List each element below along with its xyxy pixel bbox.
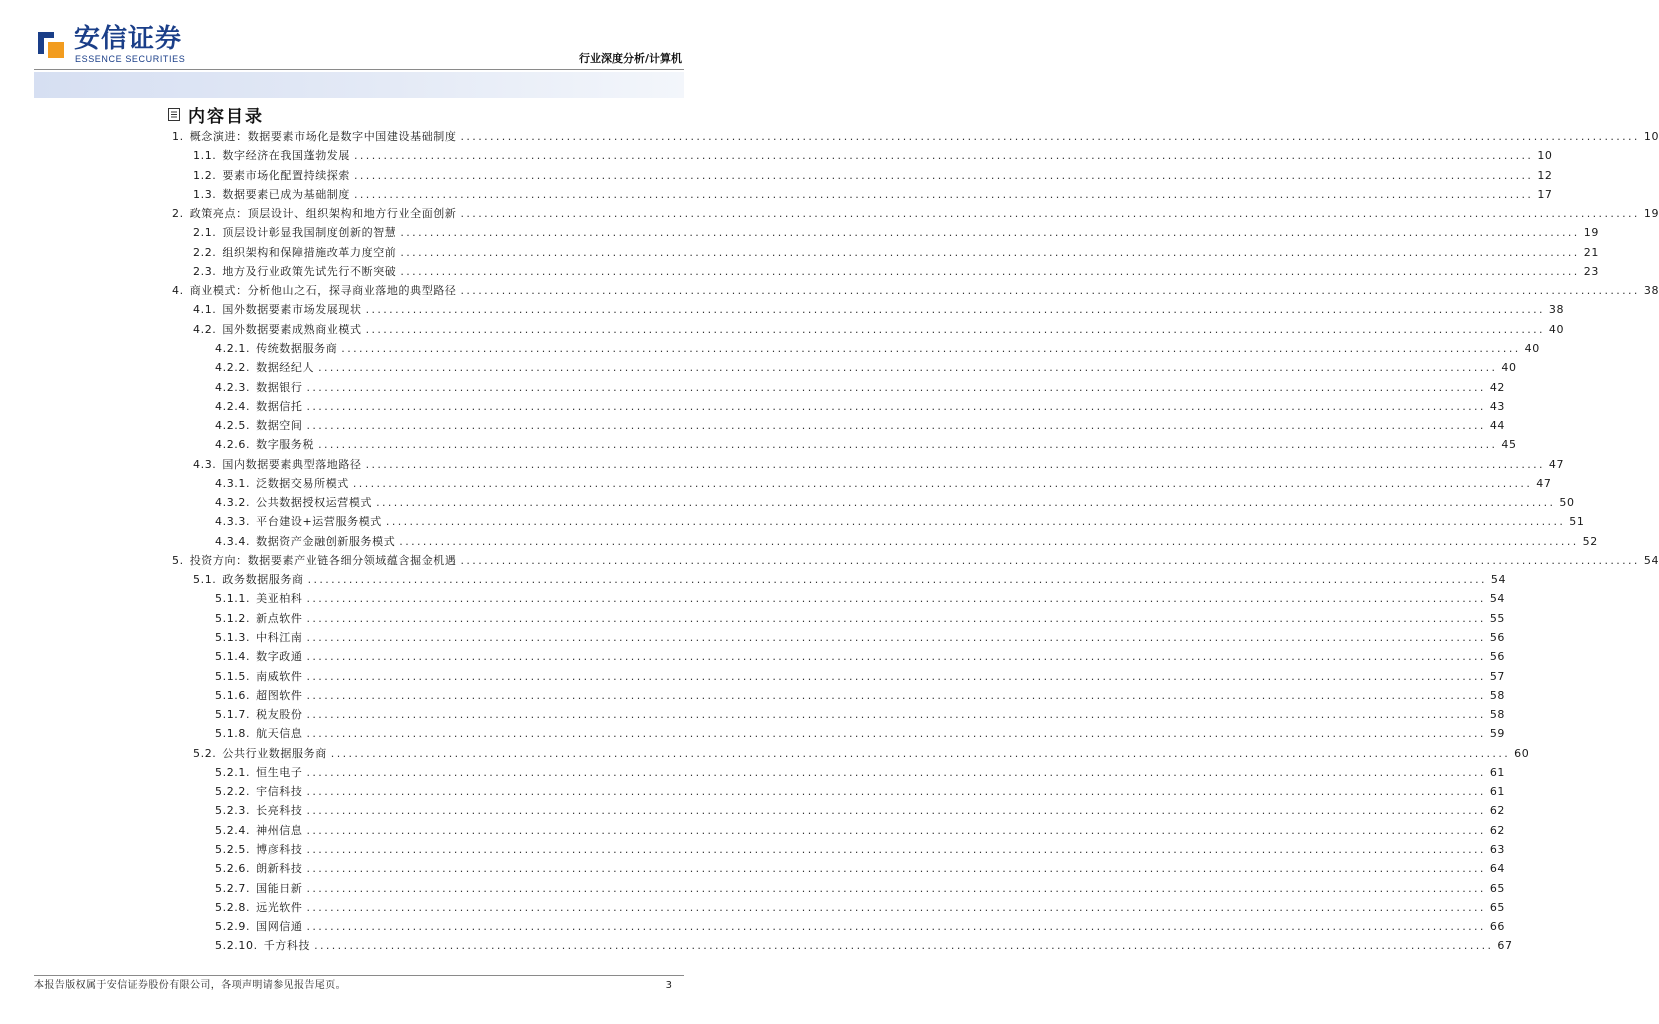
toc-entry-page: 65 <box>1489 900 1506 914</box>
toc-entry-title: 博彦科技 <box>256 842 303 856</box>
toc-entry-title: 长亮科技 <box>256 804 303 818</box>
toc-entry-number: 5.1.8. <box>215 727 251 741</box>
toc-entry-number: 4.2.6. <box>215 438 251 452</box>
toc-entry[interactable] <box>215 590 1506 608</box>
toc-entry-number: 4.3.4. <box>215 534 251 548</box>
toc-entry-page: 51 <box>1569 515 1585 529</box>
toc-entry-title: 新点软件 <box>256 611 303 625</box>
toc-entry[interactable] <box>215 918 1506 936</box>
toc-dot-leader: ........................................................................................................................................................................................................ <box>306 399 1486 413</box>
toc-dot-leader: ........................................................................................................................................................................................................ <box>460 207 1640 221</box>
toc-entry-title: 南威软件 <box>256 669 303 683</box>
toc-entry[interactable] <box>215 937 1513 955</box>
toc-entry-page: 40 <box>1524 341 1540 355</box>
toc-entry[interactable] <box>215 706 1506 724</box>
toc-entry-number: 5.1.1. <box>215 592 251 606</box>
toc-entry[interactable] <box>215 725 1506 743</box>
toc-title: 内容目录 <box>188 106 264 127</box>
toc-entry-number: 1.1. <box>193 149 217 163</box>
toc-entry-page: 38 <box>1548 303 1565 317</box>
toc-entry-number: 5.2.6. <box>215 862 251 876</box>
document-list-icon <box>168 108 180 121</box>
toc-dot-leader: ........................................................................................................................................................................................................ <box>341 341 1521 355</box>
toc-entry-page: 17 <box>1537 187 1553 201</box>
brand-name-en: ESSENCE SECURITIES <box>75 54 186 64</box>
toc-dot-leader: ........................................................................................................................................................................................................ <box>365 322 1545 336</box>
toc-entry[interactable] <box>215 822 1506 840</box>
toc-entry-page: 38 <box>1643 284 1659 298</box>
toc-entry-title: 公共数据授权运营模式 <box>256 496 373 510</box>
footer-disclaimer: 本报告版权属于安信证券股份有限公司，各项声明请参见报告尾页。 <box>34 980 346 991</box>
toc-entry-title: 税友股份 <box>256 708 303 722</box>
toc-entry-number: 5.2.7. <box>215 881 251 895</box>
toc-entry[interactable] <box>215 648 1506 666</box>
toc-entry-title: 国内数据要素典型落地路径 <box>222 457 362 471</box>
toc-entry-title: 投资方向：数据要素产业链各细分领域蕴含掘金机遇 <box>189 553 457 567</box>
toc-entry-number: 4.1. <box>193 303 217 317</box>
toc-entry[interactable] <box>215 436 1517 454</box>
toc-entry[interactable] <box>193 571 1507 589</box>
toc-dot-leader: ........................................................................................................................................................................................................ <box>460 284 1640 298</box>
toc-entry-number: 4.3.2. <box>215 496 251 510</box>
toc-entry-title: 商业模式：分析他山之石，探寻商业落地的典型路径 <box>189 284 457 298</box>
toc-entry[interactable] <box>215 841 1506 859</box>
toc-heading <box>168 103 264 125</box>
toc-entry-title: 要素市场化配置持续探索 <box>222 168 350 182</box>
toc-entry-title: 远光软件 <box>256 900 303 914</box>
toc-entry-title: 平台建设+运营服务模式 <box>256 515 382 529</box>
toc-entry[interactable] <box>215 533 1598 551</box>
toc-entry-title: 组织架构和保障措施改革力度空前 <box>222 245 397 259</box>
toc-entry-page: 58 <box>1489 688 1506 702</box>
toc-dot-leader: ........................................................................................................................................................................................................ <box>306 920 1486 934</box>
toc-dot-leader: ........................................................................................................................................................................................................ <box>306 727 1486 741</box>
toc-entry[interactable] <box>172 552 1659 570</box>
toc-entry-number: 1.2. <box>193 168 217 182</box>
toc-entry-page: 10 <box>1537 149 1553 163</box>
toc-dot-leader: ........................................................................................................................................................................................................ <box>306 804 1486 818</box>
toc-entry-number: 4.2.5. <box>215 419 251 433</box>
toc-entry-number: 5.2.3. <box>215 804 251 818</box>
brand-name-cn: 安信证券 <box>74 24 183 54</box>
toc-entry-number: 4.3.3. <box>215 515 251 529</box>
toc-entry-page: 52 <box>1582 534 1598 548</box>
toc-entry-page: 64 <box>1489 862 1506 876</box>
header-divider <box>34 69 684 70</box>
toc-entry[interactable] <box>215 417 1506 435</box>
toc-entry-title: 政策亮点：顶层设计、组织架构和地方行业全面创新 <box>189 207 457 221</box>
toc-entry-number: 1.3. <box>193 187 217 201</box>
toc-dot-leader: ........................................................................................................................................................................................................ <box>330 746 1511 760</box>
essence-logo-icon <box>34 26 68 60</box>
toc-dot-leader: ........................................................................................................................................................................................................ <box>314 939 1494 953</box>
toc-entry-page: 54 <box>1490 573 1507 587</box>
toc-entry-number: 4.3. <box>193 457 217 471</box>
toc-entry-number: 5.2.1. <box>215 765 251 779</box>
toc-dot-leader: ........................................................................................................................................................................................................ <box>306 688 1486 702</box>
toc-entry[interactable] <box>193 147 1553 165</box>
toc-entry-title: 政务数据服务商 <box>222 573 304 587</box>
toc-entry-number: 4. <box>172 284 184 298</box>
toc-entry-title: 数据要素已成为基础制度 <box>222 187 350 201</box>
toc-entry-page: 55 <box>1489 611 1506 625</box>
toc-entry-page: 61 <box>1489 785 1506 799</box>
page-number: 3 <box>665 980 672 991</box>
toc-entry-page: 62 <box>1489 804 1506 818</box>
toc-entry-title: 传统数据服务商 <box>256 341 338 355</box>
toc-dot-leader: ........................................................................................................................................................................................................ <box>306 785 1486 799</box>
toc-dot-leader: ........................................................................................................................................................................................................ <box>306 650 1486 664</box>
toc-entry-title: 国能日新 <box>256 881 303 895</box>
toc-entry-title: 国外数据要素市场发展现状 <box>222 303 362 317</box>
toc-dot-leader: ........................................................................................................................................................................................................ <box>306 765 1486 779</box>
toc-entry-page: 67 <box>1497 939 1513 953</box>
toc-entry[interactable] <box>215 802 1506 820</box>
toc-entry-number: 5.2.8. <box>215 900 251 914</box>
toc-entry-number: 2. <box>172 207 184 221</box>
toc-entry[interactable] <box>215 340 1540 358</box>
toc-entry-number: 5.1.2. <box>215 611 251 625</box>
toc-entry[interactable] <box>215 359 1517 377</box>
toc-entry-number: 5.1.6. <box>215 688 251 702</box>
toc-entry[interactable] <box>193 167 1553 185</box>
toc-entry[interactable] <box>215 860 1506 878</box>
toc-entry-page: 42 <box>1489 380 1506 394</box>
toc-entry-page: 65 <box>1489 881 1506 895</box>
toc-dot-leader: ........................................................................................................................................................................................................ <box>306 592 1486 606</box>
toc-entry-title: 数据银行 <box>256 380 303 394</box>
toc-dot-leader: ........................................................................................................................................................................................................ <box>385 515 1566 529</box>
toc-entry[interactable] <box>193 244 1599 262</box>
toc-entry-number: 5.2.10. <box>215 939 258 953</box>
toc-entry-page: 50 <box>1559 496 1575 510</box>
toc-entry-number: 4.2.2. <box>215 361 251 375</box>
toc-entry[interactable] <box>215 899 1506 917</box>
toc-dot-leader: ........................................................................................................................................................................................................ <box>460 553 1640 567</box>
toc-entry-page: 44 <box>1489 419 1506 433</box>
toc-dot-leader: ........................................................................................................................................................................................................ <box>306 823 1486 837</box>
toc-entry-number: 4.2.3. <box>215 380 251 394</box>
toc-entry-number: 1. <box>172 130 184 143</box>
toc-entry-page: 57 <box>1489 669 1506 683</box>
toc-entry[interactable] <box>172 128 1659 146</box>
toc-entry-page: 66 <box>1489 920 1506 934</box>
toc-dot-leader: ........................................................................................................................................................................................................ <box>354 149 1534 163</box>
toc-entry-page: 40 <box>1548 322 1565 336</box>
toc-dot-leader: ........................................................................................................................................................................................................ <box>352 476 1533 490</box>
toc-entry-number: 4.2. <box>193 322 217 336</box>
toc-entry-number: 2.2. <box>193 245 217 259</box>
toc-entry[interactable] <box>215 379 1506 397</box>
toc-entry-title: 数字服务税 <box>256 438 315 452</box>
toc-entry-title: 公共行业数据服务商 <box>222 746 327 760</box>
toc-entry-page: 56 <box>1489 650 1506 664</box>
toc-entry-number: 4.3.1. <box>215 476 251 490</box>
toc-entry-page: 62 <box>1489 823 1506 837</box>
toc-entry[interactable] <box>215 668 1506 686</box>
toc-entry-page: 19 <box>1583 226 1599 240</box>
toc-dot-leader: ........................................................................................................................................................................................................ <box>306 611 1486 625</box>
toc-entry[interactable] <box>215 398 1506 416</box>
toc-dot-leader: ........................................................................................................................................................................................................ <box>306 900 1486 914</box>
toc-entry[interactable] <box>215 494 1575 512</box>
toc-entry-page: 63 <box>1489 842 1506 856</box>
toc-entry-page: 47 <box>1548 457 1565 471</box>
toc-entry-page: 43 <box>1489 399 1506 413</box>
toc-entry-title: 顶层设计彰显我国制度创新的智慧 <box>222 226 397 240</box>
toc-entry-title: 千方科技 <box>263 939 311 953</box>
toc-entry-title: 国网信通 <box>256 920 303 934</box>
toc-entry[interactable] <box>193 263 1599 281</box>
report-header <box>0 0 724 100</box>
toc-entry-number: 5.1.7. <box>215 708 251 722</box>
toc-dot-leader: ........................................................................................................................................................................................................ <box>306 631 1486 645</box>
toc-entry-title: 概念演进：数据要素市场化是数字中国建设基础制度 <box>189 130 457 143</box>
toc-entry-title: 宇信科技 <box>256 785 303 799</box>
toc-entry-title: 美亚柏科 <box>256 592 303 606</box>
toc-dot-leader: ........................................................................................................................................................................................................ <box>399 534 1579 548</box>
toc-dot-leader: ........................................................................................................................................................................................................ <box>306 881 1486 895</box>
toc-entry-title: 数字经济在我国蓬勃发展 <box>222 149 350 163</box>
toc-entry-number: 5. <box>172 553 184 567</box>
toc-dot-leader: ........................................................................................................................................................................................................ <box>400 264 1580 278</box>
toc-entry[interactable] <box>193 186 1553 204</box>
toc-entry-page: 12 <box>1537 168 1553 182</box>
toc-entry-title: 数据信托 <box>256 399 303 413</box>
toc-entry[interactable] <box>172 205 1659 223</box>
toc-dot-leader: ........................................................................................................................................................................................................ <box>318 438 1498 452</box>
toc-dot-leader: ........................................................................................................................................................................................................ <box>365 303 1545 317</box>
toc-entry[interactable] <box>193 224 1599 242</box>
toc-entry-number: 5.2. <box>193 746 217 760</box>
toc-entry-page: 54 <box>1643 553 1659 567</box>
toc-dot-leader: ........................................................................................................................................................................................................ <box>306 862 1486 876</box>
toc-entry-number: 4.2.4. <box>215 399 251 413</box>
toc-entry-title: 中科江南 <box>256 631 303 645</box>
toc-entry-number: 5.2.2. <box>215 785 251 799</box>
toc-entry-page: 19 <box>1643 207 1659 221</box>
toc-entry-number: 2.1. <box>193 226 217 240</box>
toc-entry[interactable] <box>193 745 1530 763</box>
header-band <box>34 72 684 98</box>
toc-entry-number: 4.2.1. <box>215 341 251 355</box>
toc-entry-number: 5.1. <box>193 573 217 587</box>
toc-entry-title: 数字政通 <box>256 650 303 664</box>
toc-entry-number: 5.1.5. <box>215 669 251 683</box>
toc-entry[interactable] <box>215 475 1552 493</box>
toc-entry-title: 国外数据要素成熟商业模式 <box>222 322 362 336</box>
toc-entry[interactable] <box>215 764 1506 782</box>
toc-entry-number: 5.1.4. <box>215 650 251 664</box>
toc-entry-number: 5.2.9. <box>215 920 251 934</box>
toc-entry-title: 航天信息 <box>256 727 303 741</box>
toc-dot-leader: ........................................................................................................................................................................................................ <box>460 130 1640 143</box>
toc-entry-page: 47 <box>1536 476 1552 490</box>
toc-dot-leader: ........................................................................................................................................................................................................ <box>318 361 1498 375</box>
toc-entry-title: 超图软件 <box>256 688 303 702</box>
toc-entry-title: 朗新科技 <box>256 862 303 876</box>
footer-divider <box>34 975 684 976</box>
toc-entry[interactable] <box>193 301 1565 319</box>
toc-entry[interactable] <box>193 321 1565 339</box>
toc-entry-page: 58 <box>1489 708 1506 722</box>
toc-entry-title: 数据空间 <box>256 419 303 433</box>
toc-dot-leader: ........................................................................................................................................................................................................ <box>400 226 1580 240</box>
toc-dot-leader: ........................................................................................................................................................................................................ <box>400 245 1580 259</box>
toc-entry-title: 神州信息 <box>256 823 303 837</box>
toc-dot-leader: ........................................................................................................................................................................................................ <box>306 380 1486 394</box>
report-type-label: 行业深度分析/计算机 <box>578 52 682 65</box>
toc-entry-page: 21 <box>1583 245 1599 259</box>
toc-entry-number: 2.3. <box>193 264 217 278</box>
toc-entry-title: 恒生电子 <box>256 765 303 779</box>
toc-entry-title: 数据经纪人 <box>256 361 315 375</box>
toc-dot-leader: ........................................................................................................................................................................................................ <box>306 842 1486 856</box>
toc-entry-page: 23 <box>1583 264 1599 278</box>
toc-entry[interactable] <box>215 687 1506 705</box>
toc-entry-page: 40 <box>1501 361 1517 375</box>
toc-dot-leader: ........................................................................................................................................................................................................ <box>365 457 1545 471</box>
toc-dot-leader: ........................................................................................................................................................................................................ <box>306 419 1486 433</box>
toc-entry[interactable] <box>215 513 1585 531</box>
toc-entry-page: 45 <box>1501 438 1517 452</box>
toc-entry-page: 60 <box>1514 746 1530 760</box>
toc-dot-leader: ........................................................................................................................................................................................................ <box>307 573 1487 587</box>
toc-entry-page: 61 <box>1489 765 1506 779</box>
toc-dot-leader: ........................................................................................................................................................................................................ <box>354 168 1534 182</box>
toc-entry-number: 5.1.3. <box>215 631 251 645</box>
toc-dot-leader: ........................................................................................................................................................................................................ <box>306 669 1486 683</box>
toc-dot-leader: ........................................................................................................................................................................................................ <box>376 496 1556 510</box>
toc-entry[interactable] <box>215 610 1506 628</box>
toc-entry-title: 泛数据交易所模式 <box>256 476 349 490</box>
toc-entry-title: 地方及行业政策先试先行不断突破 <box>222 264 397 278</box>
toc-entry-number: 5.2.5. <box>215 842 251 856</box>
toc-dot-leader: ........................................................................................................................................................................................................ <box>354 187 1534 201</box>
toc-entry-title: 数据资产金融创新服务模式 <box>256 534 396 548</box>
toc-entry[interactable] <box>215 629 1506 647</box>
toc-entry[interactable] <box>215 880 1506 898</box>
toc-entry[interactable] <box>193 456 1565 474</box>
toc-entry-page: 10 <box>1643 130 1659 143</box>
toc-entry-page: 59 <box>1489 727 1506 741</box>
toc-entry-page: 54 <box>1489 592 1506 606</box>
toc-entry[interactable] <box>172 282 1659 300</box>
toc-entry-number: 5.2.4. <box>215 823 251 837</box>
toc-dot-leader: ........................................................................................................................................................................................................ <box>306 708 1486 722</box>
toc-entry-page: 56 <box>1489 631 1506 645</box>
toc-entry[interactable] <box>215 783 1506 801</box>
